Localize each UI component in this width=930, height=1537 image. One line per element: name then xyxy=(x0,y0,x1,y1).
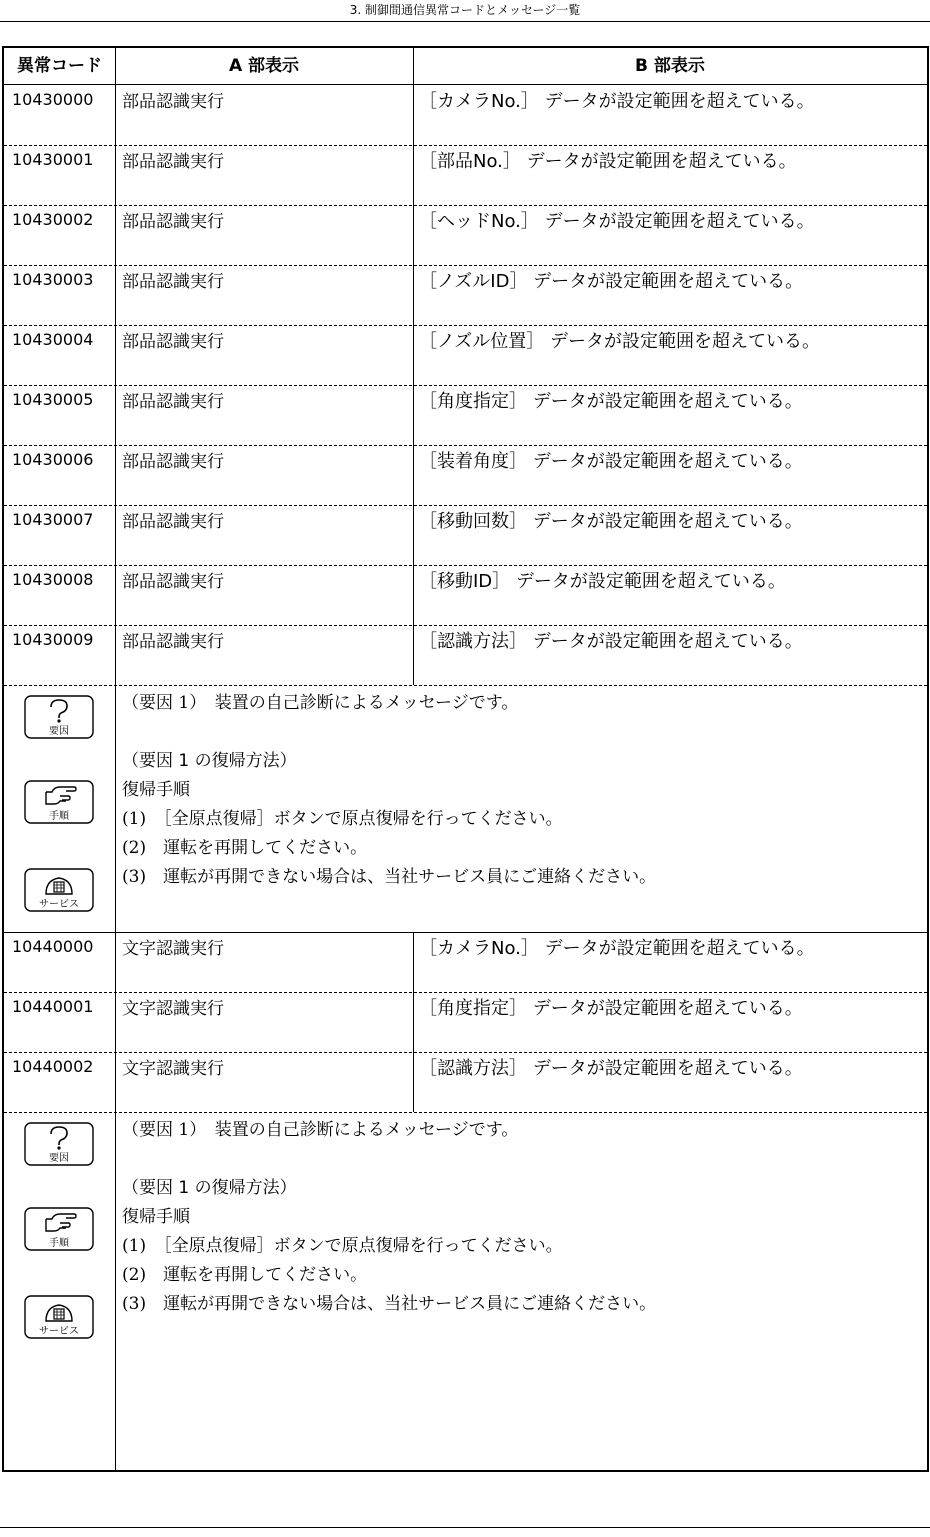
g1-row-code: 10430005 xyxy=(12,390,94,409)
g2-row-b: ［角度指定］ データが設定範囲を超えている。 xyxy=(419,998,803,1019)
g1-row-a: 部品認識実行 xyxy=(122,452,224,472)
row-divider xyxy=(4,992,927,993)
header-divider xyxy=(4,84,927,85)
g1-row-code: 10430003 xyxy=(12,270,94,289)
g1-row-b: ［ノズルID］ データが設定範囲を超えている。 xyxy=(419,271,804,292)
g1-row-b: ［カメラNo.］ データが設定範囲を超えている。 xyxy=(419,91,815,112)
g2-row-code: 10440001 xyxy=(12,997,94,1016)
procedure-icon xyxy=(24,780,94,824)
note-step: (3) 運転が再開できない場合は、当社サービス員にご連絡ください。 xyxy=(122,1294,657,1314)
note-recovery-title: （要因 1 の復帰方法） xyxy=(122,751,297,771)
row-divider xyxy=(4,385,927,386)
g2-row-b: ［認識方法］ データが設定範囲を超えている。 xyxy=(419,1058,803,1079)
col2-line-b xyxy=(413,932,414,1112)
header-a: A 部表示 xyxy=(228,56,300,76)
g2-row-b: ［カメラNo.］ データが設定範囲を超えている。 xyxy=(419,938,815,959)
g1-row-code: 10430008 xyxy=(12,570,94,589)
svg-text:手順: 手順 xyxy=(49,811,69,822)
g1-row-a: 部品認識実行 xyxy=(122,632,224,652)
g1-row-b: ［角度指定］ データが設定範囲を超えている。 xyxy=(419,391,803,412)
row-divider xyxy=(4,145,927,146)
note-cause: （要因 1） 装置の自己診断によるメッセージです。 xyxy=(122,1120,519,1140)
note-procedure-title: 復帰手順 xyxy=(122,1207,190,1227)
g1-row-a: 部品認識実行 xyxy=(122,572,224,592)
g1-row-code: 10430007 xyxy=(12,510,94,529)
procedure-icon xyxy=(24,1207,94,1251)
g2-row-a: 文字認識実行 xyxy=(122,939,224,959)
note-text-0 xyxy=(122,689,912,892)
g1-row-b: ［装着角度］ データが設定範囲を超えている。 xyxy=(419,451,803,472)
g1-row-a: 部品認識実行 xyxy=(122,332,224,352)
svg-text:要因: 要因 xyxy=(49,726,69,737)
g1-row-code: 10430000 xyxy=(12,90,94,109)
g1-row-b: ［部品No.］ データが設定範囲を超えている。 xyxy=(419,151,797,172)
col2-line-a xyxy=(413,48,414,685)
header-code: 異常コード xyxy=(17,56,102,76)
g2-row-a: 文字認識実行 xyxy=(122,999,224,1019)
g1-row-a: 部品認識実行 xyxy=(122,92,224,112)
group-divider xyxy=(4,932,927,933)
g1-row-a: 部品認識実行 xyxy=(122,512,224,532)
g1-row-b: ［ノズル位置］ データが設定範囲を超えている。 xyxy=(419,331,820,352)
note-recovery-title: （要因 1 の復帰方法） xyxy=(122,1178,297,1198)
col1-line xyxy=(115,48,116,1470)
note-text-1 xyxy=(122,1116,912,1319)
note-step: (2) 運転を再開してください。 xyxy=(122,838,368,858)
note-step: (1) ［全原点復帰］ボタンで原点復帰を行ってください。 xyxy=(122,1236,563,1256)
row-divider xyxy=(4,325,927,326)
row-divider xyxy=(4,1052,927,1053)
g1-row-code: 10430004 xyxy=(12,330,94,349)
g2-row-a: 文字認識実行 xyxy=(122,1059,224,1079)
note-spacer xyxy=(122,1145,912,1174)
footer-rule xyxy=(0,1527,930,1528)
row-divider xyxy=(4,565,927,566)
note-cause: （要因 1） 装置の自己診断によるメッセージです。 xyxy=(122,693,519,713)
note-step: (1) ［全原点復帰］ボタンで原点復帰を行ってください。 xyxy=(122,809,563,829)
g1-row-code: 10430002 xyxy=(12,210,94,229)
g1-row-code: 10430001 xyxy=(12,150,94,169)
note-spacer xyxy=(122,718,912,747)
service-icon xyxy=(24,1295,94,1339)
svg-text:要因: 要因 xyxy=(49,1153,69,1164)
header-b: B 部表示 xyxy=(635,56,705,76)
row-divider xyxy=(4,205,927,206)
note-procedure-title: 復帰手順 xyxy=(122,780,190,800)
service-icon xyxy=(24,868,94,912)
g1-row-a: 部品認識実行 xyxy=(122,212,224,232)
g1-row-b: ［認識方法］ データが設定範囲を超えている。 xyxy=(419,631,803,652)
g1-row-b: ［移動ID］ データが設定範囲を超えている。 xyxy=(419,571,786,592)
g1-row-b: ［移動回数］ データが設定範囲を超えている。 xyxy=(419,511,803,532)
g1-row-a: 部品認識実行 xyxy=(122,392,224,412)
g1-row-code: 10430006 xyxy=(12,450,94,469)
error-code-table xyxy=(2,46,929,1472)
page-header-title: 3. 制御間通信異常コードとメッセージ一覧 xyxy=(349,3,581,17)
g2-row-code: 10440000 xyxy=(12,937,94,956)
page-header xyxy=(0,0,930,22)
note-divider xyxy=(4,1112,927,1113)
row-divider xyxy=(4,445,927,446)
cause-icon xyxy=(24,1122,94,1166)
g1-row-b: ［ヘッドNo.］ データが設定範囲を超えている。 xyxy=(419,211,815,232)
g1-row-code: 10430009 xyxy=(12,630,94,649)
g2-row-code: 10440002 xyxy=(12,1057,94,1076)
svg-text:手順: 手順 xyxy=(49,1238,69,1249)
svg-text:サービス: サービス xyxy=(39,1326,79,1337)
g1-row-a: 部品認識実行 xyxy=(122,272,224,292)
cause-icon xyxy=(24,695,94,739)
note-step: (2) 運転を再開してください。 xyxy=(122,1265,368,1285)
row-divider xyxy=(4,505,927,506)
note-divider xyxy=(4,685,927,686)
row-divider xyxy=(4,625,927,626)
row-divider xyxy=(4,265,927,266)
note-step: (3) 運転が再開できない場合は、当社サービス員にご連絡ください。 xyxy=(122,867,657,887)
g1-row-a: 部品認識実行 xyxy=(122,152,224,172)
svg-text:サービス: サービス xyxy=(39,899,79,910)
